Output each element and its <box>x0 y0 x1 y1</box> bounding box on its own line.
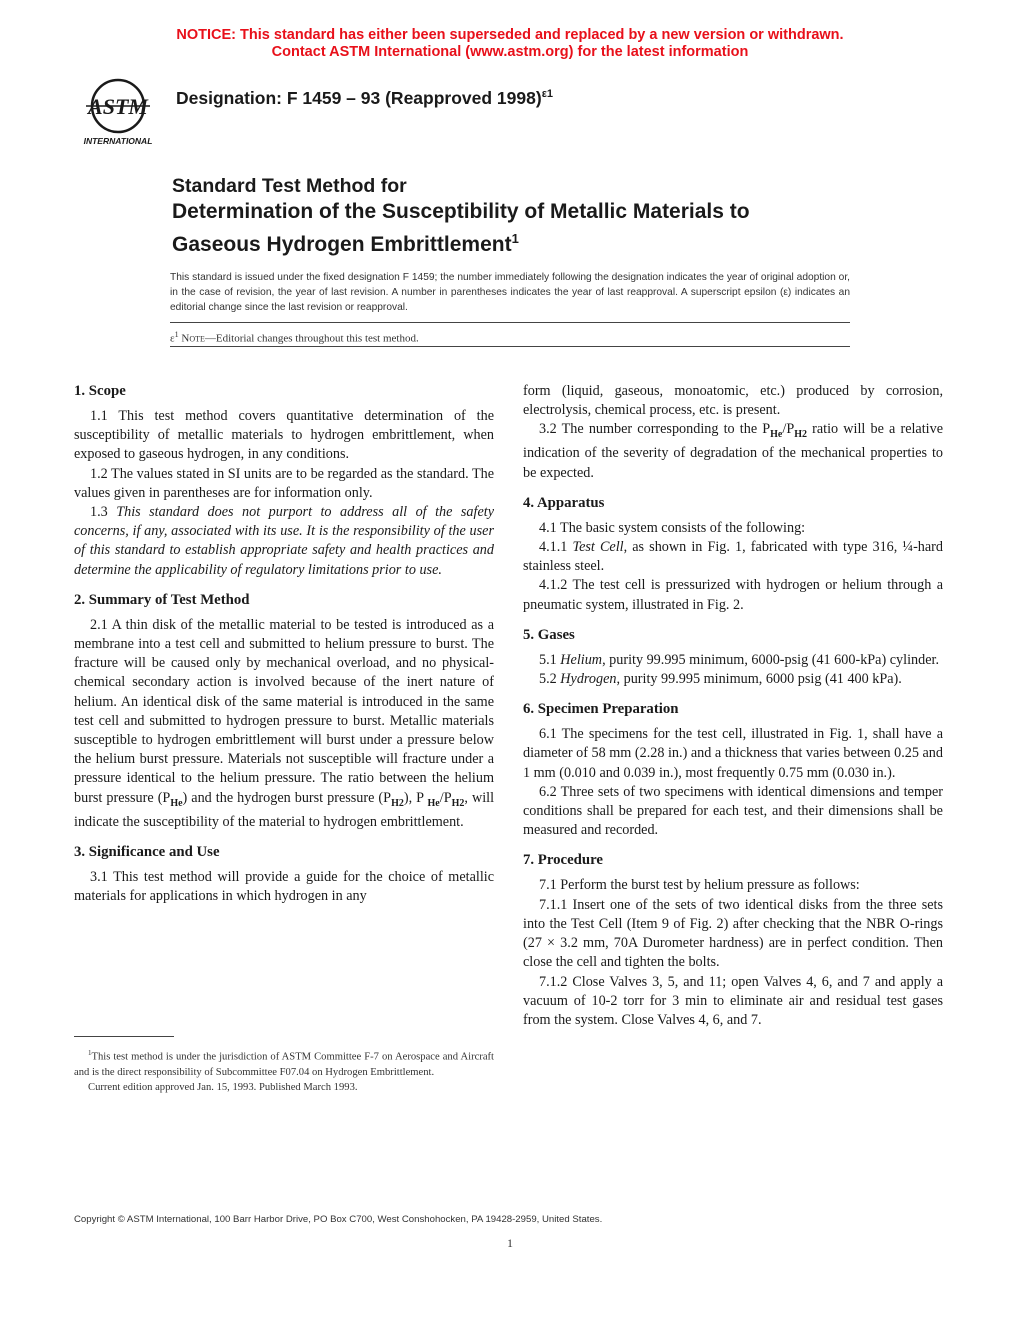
footnote-1-text: This test method is under the jurisdiction of ASTM Committee F-7 on Aerospace and Aircraft and is the direct responsibility of Subcommittee F07.04 on Hydrogen Embrittlement. <box>74 1051 494 1078</box>
paragraph-1-3 <box>74 503 494 580</box>
sub-he: He <box>170 797 183 809</box>
epsilon-mark: ε <box>170 332 175 345</box>
paragraph-1-1: 1.1 This test method covers quantitative determination of the susceptibility of metallic materials to hydrogen embrittlement, when exposed to gaseous hydrogen, in any conditions. <box>74 408 494 463</box>
section-heading-specimen: 6. Specimen Preparation <box>523 701 679 718</box>
sub-h2-3: H2 <box>794 429 807 441</box>
paragraph-5-1 <box>523 651 943 670</box>
footnote-mark: 1 <box>88 1049 92 1057</box>
paragraph-4-1: 4.1 The basic system consists of the following: <box>539 519 806 536</box>
section-heading-procedure: 7. Procedure <box>523 852 603 869</box>
p51-num: 5.1 <box>539 651 561 668</box>
section-heading-significance: 3. Significance and Use <box>74 843 220 860</box>
page-number: 1 <box>507 1236 513 1250</box>
issue-note: This standard is issued under the fixed designation F 1459; the number immediately following the designation indicates the year of original adoption or, in the case of revision, the year of last revision. A number in parentheses indicates the year of last reapproval. A superscript epsilon (ε) indicates an editorial change since the last revision or reapproval. <box>170 272 850 313</box>
epsilon-num: 1 <box>174 330 179 339</box>
paragraph-5-2 <box>523 670 943 689</box>
title-footnote-mark: 1 <box>511 231 519 246</box>
paragraph-7-1: 7.1 Perform the burst test by helium pressure as follows: <box>539 877 860 894</box>
sub-he-3: He <box>770 429 783 441</box>
footnote <box>74 1046 494 1095</box>
paragraph-4-1-2: 4.1.2 The test cell is pressurized with hydrogen or helium through a pneumatic system, illustrated in Fig. 2. <box>523 577 943 613</box>
right-column <box>523 382 943 1030</box>
paragraph-4-1-1 <box>523 538 943 576</box>
designation <box>176 88 553 109</box>
paragraph-1-3-num: 1.3 <box>90 504 117 521</box>
paragraph-1-3-text: This standard does not purport to address all of the safety concerns, if any, associated with its use. It is the responsibility of the user of this standard to establish appropriate safety and health practices and determine the applicability of regulatory limitations prior to use. <box>74 504 494 578</box>
logo-text: ASTM <box>88 94 148 119</box>
divider-top <box>170 322 850 323</box>
sub-h2-2: H2 <box>451 797 465 809</box>
p52-num: 5.2 <box>539 671 561 688</box>
paragraph-1-2: 1.2 The values stated in SI units are to be regarded as the standard. The values given in parentheses are for information only. <box>74 465 494 501</box>
withdrawal-notice <box>0 27 1020 61</box>
title-line-1: Standard Test Method for <box>172 175 407 197</box>
paragraph-6-2: 6.2 Three sets of two specimens with identical dimensions and temper conditions shall be prepared for each test, and their dimensions shall be measured and recorded. <box>523 783 943 839</box>
p21-part-e: , will indicate the susceptibility of the material to hydrogen embrittlement. <box>74 789 495 830</box>
paragraph-6-1: 6.1 The specimens for the test cell, illustrated in Fig. 1, shall have a diameter of 58 mm (2.28 in.) and a thickness that varies between 0.25 and 1 mm (0.010 and 0.039 in.), most frequently 0.75 mm (0.030 in.). <box>523 726 943 781</box>
paragraph-7-1-2: 7.1.2 Close Valves 3, 5, and 11; open Valves 4, 6, and 7 and apply a vacuum of 10-2 torr for 3 min to eliminate air and residual test gases from the system. Close Valves 4, 6, and 7. <box>523 973 943 1028</box>
section-heading-summary: 2. Summary of Test Method <box>74 591 250 608</box>
notice-line-2: Contact ASTM International (www.astm.org) for the latest information <box>271 44 749 60</box>
paragraph-3-1-continued: form (liquid, gaseous, monoatomic, etc.) produced by corrosion, electrolysis, chemical process, etc. is present. <box>523 383 943 419</box>
p32-part-b: /P <box>782 421 795 438</box>
sub-h2: H2 <box>391 797 404 809</box>
p51-rest: , purity 99.995 minimum, 6000-psig (41 600-kPa) cylinder. <box>602 651 939 668</box>
document-title <box>172 174 872 258</box>
p21-part-a: 2.1 A thin disk of the metallic material to be tested is introduced as a membrane into a test cell and submitted to helium pressure to burst. The fracture will be caused only by mechanical overload, and no physical-chemical secondary action is involved because of the inert nature of helium. An identical disk of the same material is introduced in the same test cell and submitted to hydrogen pressure to burst. Metallic materials susceptible to hydrogen embrittlement will burst under a pressure below the helium burst pressure. Materials not susceptible will fracture under a pressure identical to the helium pressure. The ratio between the helium burst pressure (P <box>74 616 494 806</box>
section-heading-apparatus: 4. Apparatus <box>523 494 605 511</box>
footnote-1 <box>74 1046 494 1080</box>
astm-logo-icon <box>76 76 160 150</box>
p52-rest: , purity 99.995 minimum, 6000 psig (41 400 kPa). <box>616 671 902 688</box>
p411-rest: , as shown in Fig. 1, fabricated with type 316, ¼-hard stainless steel. <box>523 539 943 575</box>
p21-part-d: /P <box>439 789 452 806</box>
logo-subtext: INTERNATIONAL <box>83 136 153 146</box>
divider-bottom <box>170 346 850 347</box>
left-column <box>74 382 494 906</box>
footnote-divider <box>74 1036 174 1037</box>
paragraph-3-2 <box>523 420 943 482</box>
p52-italic: Hydrogen <box>560 671 617 688</box>
p411-num: 4.1.1 <box>539 539 573 556</box>
p21-part-b: ) and the hydrogen burst pressure (P <box>182 789 392 806</box>
p32-part-a: 3.2 The number corresponding to the P <box>539 421 771 438</box>
designation-text: Designation: F 1459 – 93 (Reapproved 1998) <box>176 88 542 108</box>
title-line-3 <box>172 225 872 258</box>
epsilon-note <box>170 330 419 345</box>
footnote-2: Current edition approved Jan. 15, 1993. Published March 1993. <box>88 1081 358 1093</box>
paragraph-2-1 <box>74 616 494 832</box>
p32-part-c: ratio will be a relative indication of the severity of degradation of the mechanical properties to be expected. <box>523 421 944 481</box>
copyright-line: Copyright © ASTM International, 100 Barr Harbor Drive, PO Box C700, West Conshohocken, PA 19428-2959, United States. <box>74 1214 603 1225</box>
p51-italic: Helium <box>560 651 603 668</box>
section-heading-scope: 1. Scope <box>74 383 126 399</box>
paragraph-3-1: 3.1 This test method will provide a guide for the choice of metallic materials for applications in which hydrogen in any <box>74 868 494 905</box>
p21-part-c: ), P <box>403 789 428 806</box>
title-line-3-text: Gaseous Hydrogen Embrittlement <box>172 233 512 256</box>
paragraph-7-1-1: 7.1.1 Insert one of the sets of two identical disks from the three sets into the Test Cell (Item 9 of Fig. 2) after checking that the NBR O-rings (27 × 3.2 mm, 70A Durometer hardness) are in perfect condition. Then close the cell and tighten the bolts. <box>523 896 943 971</box>
p411-italic: Test Cell <box>572 539 624 556</box>
note-label: Note <box>181 332 205 345</box>
notice-line-1: NOTICE: This standard has either been superseded and replaced by a new version or withdrawn. <box>176 27 844 43</box>
title-line-2: Determination of the Susceptibility of Metallic Materials to <box>172 200 750 223</box>
section-heading-gases: 5. Gases <box>523 626 575 643</box>
designation-superscript: ε1 <box>541 88 554 101</box>
sub-he-2: He <box>427 797 440 809</box>
epsilon-note-text: —Editorial changes throughout this test method. <box>204 332 419 345</box>
